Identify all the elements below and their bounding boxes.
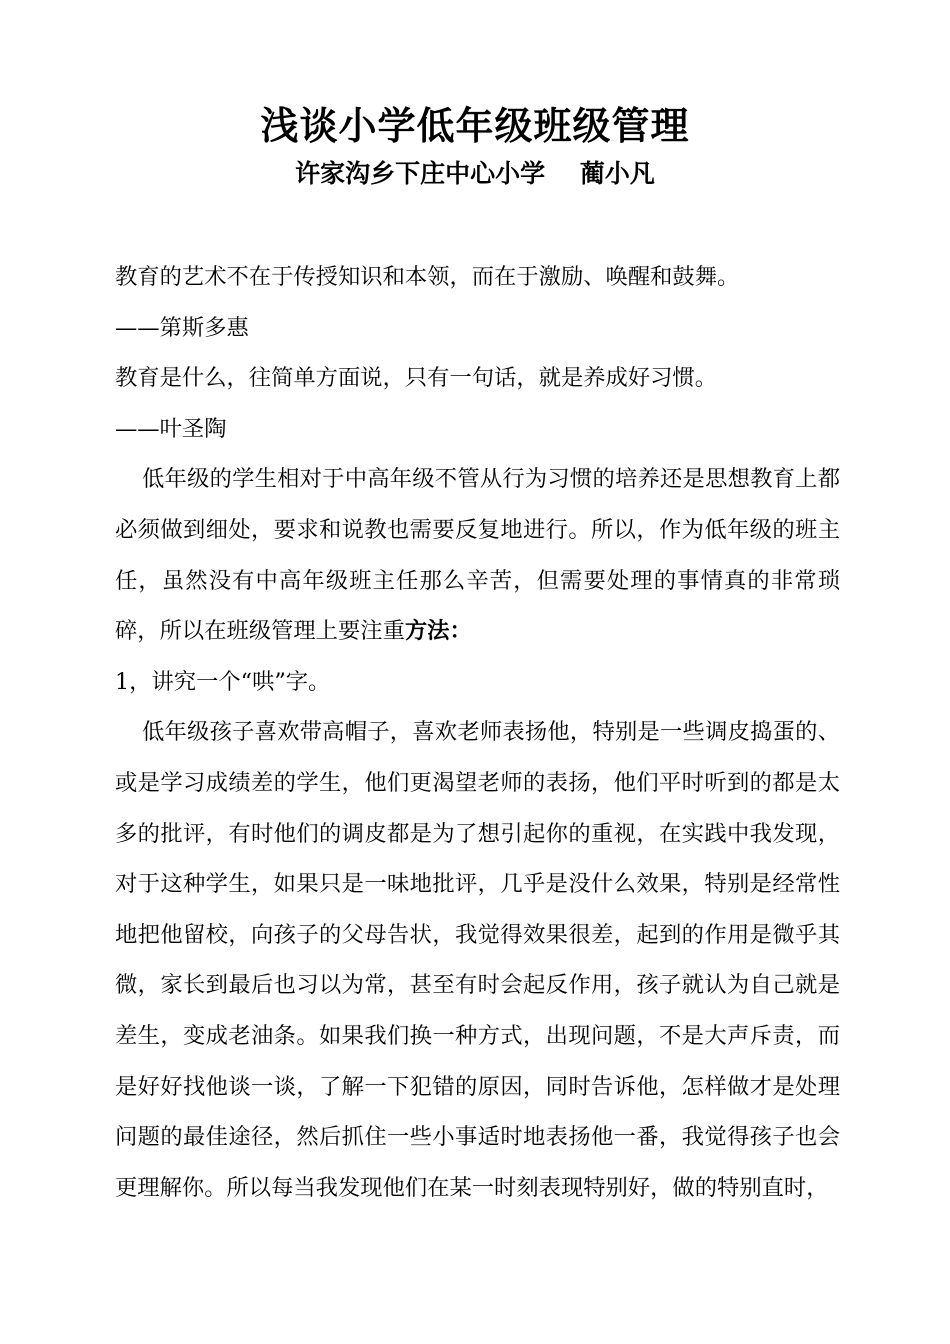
document-body [115,252,840,1213]
quote-1-text: 教育的艺术不在于传授知识和本领，而在于激励、唤醒和鼓舞。 [115,264,740,290]
intro-paragraph [115,454,840,656]
quote-2-text: 教育是什么，往简单方面说，只有一句话，就是养成好习惯。 [115,365,718,392]
intro-text: 低年级的学生相对于中高年级不管从行为习惯的培养还是思想教育上都必须做到细处，要求和说教也需要反复地进行。所以，作为低年级的班主任，虽然没有中高年级班主任那么辛苦，但需要处理的事情真的非常琐碎，所以在班级管理上要注重 [115,466,840,645]
point-1-paragraph: 低年级孩子喜欢带高帽子，喜欢老师表扬他，特别是一些调皮捣蛋的、或是学习成绩差的学生，他们更渴望老师的表扬，他们平时听到的都是太多的批评，有时他们的调皮都是为了想引起你的重视，在实践中我发现，对于这种学生，如果只是一味地批评，几乎是没什么效果，特别是经常性地把他留校，向孩子的父母告状，我觉得效果很差，起到的作用是微乎其微，家长到最后也习以为常，甚至有时会起反作用，孩子就认为自己就是差生，变成老油条。如果我们换一种方式，出现问题，不是大声斥责，而是好好找他谈一谈，了解一下犯错的原因，同时告诉他，怎样做才是处理问题的最佳途径，然后抓住一些小事适时地表扬他一番，我觉得孩子也会更理解你。所以每当我发现他们在某一时刻表现特别好，做的特别直时， [115,719,840,1201]
quote-2-author: ——叶圣陶 [115,415,227,442]
point-1-heading: 1，讲究一个“哄”字。 [115,668,331,695]
quote-1-author: ——第斯多惠 [115,314,249,341]
intro-emphasis: 方法： [404,618,472,645]
document-subtitle: 许家沟乡下庄中心小学 蔺小凡 [295,159,655,188]
document-title: 浅谈小学低年级班级管理 [260,103,690,148]
